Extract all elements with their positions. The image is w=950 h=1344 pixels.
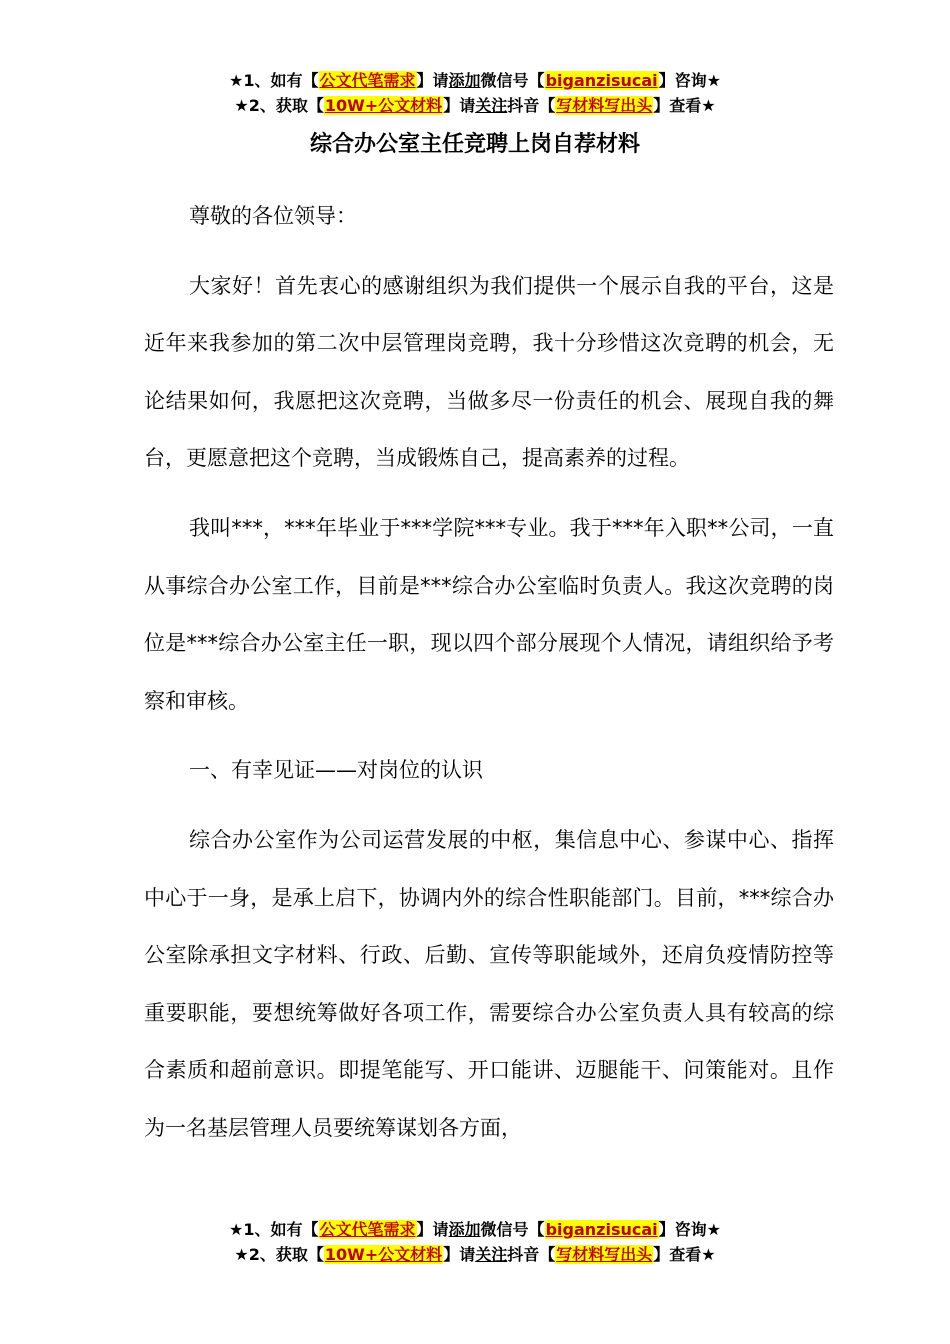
banner-text: 1、如有【 — [243, 71, 319, 90]
banner-text: 】请 — [416, 71, 449, 90]
banner-line-2 — [0, 1242, 950, 1267]
banner-emphasis: 添加 — [448, 1220, 481, 1239]
banner-highlight: 写材料写出头 — [556, 96, 653, 115]
star-icon: ★ — [234, 96, 249, 115]
banner-highlight: 公文代笔需求 — [319, 71, 416, 90]
banner-text: 微信号【 — [480, 1220, 545, 1239]
banner-highlight: biganzisucai — [545, 1220, 658, 1239]
banner-text: 微信号【 — [480, 71, 545, 90]
banner-highlight: 10W+公文材料 — [324, 1245, 443, 1264]
banner-text: 】咨询★ — [658, 1220, 721, 1239]
document-title: 综合办公室主任竞聘上岗自荐材料 — [309, 132, 640, 157]
banner-line-1 — [0, 1217, 950, 1242]
banner-text: 】咨询★ — [658, 71, 721, 90]
section-heading: 一、有幸见证——对岗位的认识 — [189, 758, 483, 783]
banner-text: 抖音【 — [507, 96, 556, 115]
star-icon: ★ — [234, 1245, 249, 1264]
banner-highlight: 公文代笔需求 — [319, 1220, 416, 1239]
banner-emphasis: 添加 — [448, 71, 481, 90]
banner-text: 】请 — [443, 96, 476, 115]
banner-line-2 — [0, 93, 950, 118]
banner-text: 1、如有【 — [243, 1220, 319, 1239]
bottom-banner — [0, 1217, 950, 1267]
star-icon: ★ — [229, 71, 244, 90]
top-banner — [0, 68, 950, 118]
star-icon: ★ — [229, 1220, 244, 1239]
banner-highlight: biganzisucai — [545, 71, 658, 90]
salutation: 尊敬的各位领导： — [189, 204, 357, 228]
banner-text: 】查看★ — [653, 96, 716, 115]
banner-text: 】请 — [443, 1245, 476, 1264]
banner-emphasis: 关注 — [475, 96, 508, 115]
document-body — [144, 188, 834, 1170]
banner-emphasis: 关注 — [475, 1245, 508, 1264]
banner-line-1 — [0, 68, 950, 93]
banner-text: 】请 — [416, 1220, 449, 1239]
paragraph: 大家好！首先衷心的感谢组织为我们提供一个展示自我的平台，这是近年来我参加的第二次中层管理岗竞聘，我十分珍惜这次竞聘的机会，无论结果如何，我愿把这次竞聘，当做多尽一份责任的机会、展现自我的舞台，更愿意把这个竞聘，当成锻炼自己，提高素养的过程。 — [144, 273, 834, 471]
banner-text: 2、获取【 — [248, 96, 324, 115]
banner-highlight: 写材料写出头 — [556, 1245, 653, 1264]
paragraph: 综合办公室作为公司运营发展的中枢，集信息中心、参谋中心、指挥中心于一身，是承上启下，协调内外的综合性职能部门。目前，***综合办公室除承担文字材料、行政、后勤、宣传等职能域外，还肩负疫情防控等重要职能，要想统筹做好各项工作，需要综合办公室负责人具有较高的综合素质和超前意识。即提笔能写、开口能讲、迈腿能干、问策能对。且作为一名基层管理人员要统筹谋划各方面， — [144, 827, 834, 1140]
banner-text: 】查看★ — [653, 1245, 716, 1264]
paragraph: 我叫***，***年毕业于***学院***专业。我于***年入职**公司，一直从事综合办公室工作，目前是***综合办公室临时负责人。我这次竞聘的岗位是***综合办公室主任一职，现以四个部分展现个人情况，请组织给予考察和审核。 — [144, 515, 834, 713]
banner-text: 抖音【 — [507, 1245, 556, 1264]
banner-highlight: 10W+公文材料 — [324, 96, 443, 115]
banner-text: 2、获取【 — [248, 1245, 324, 1264]
